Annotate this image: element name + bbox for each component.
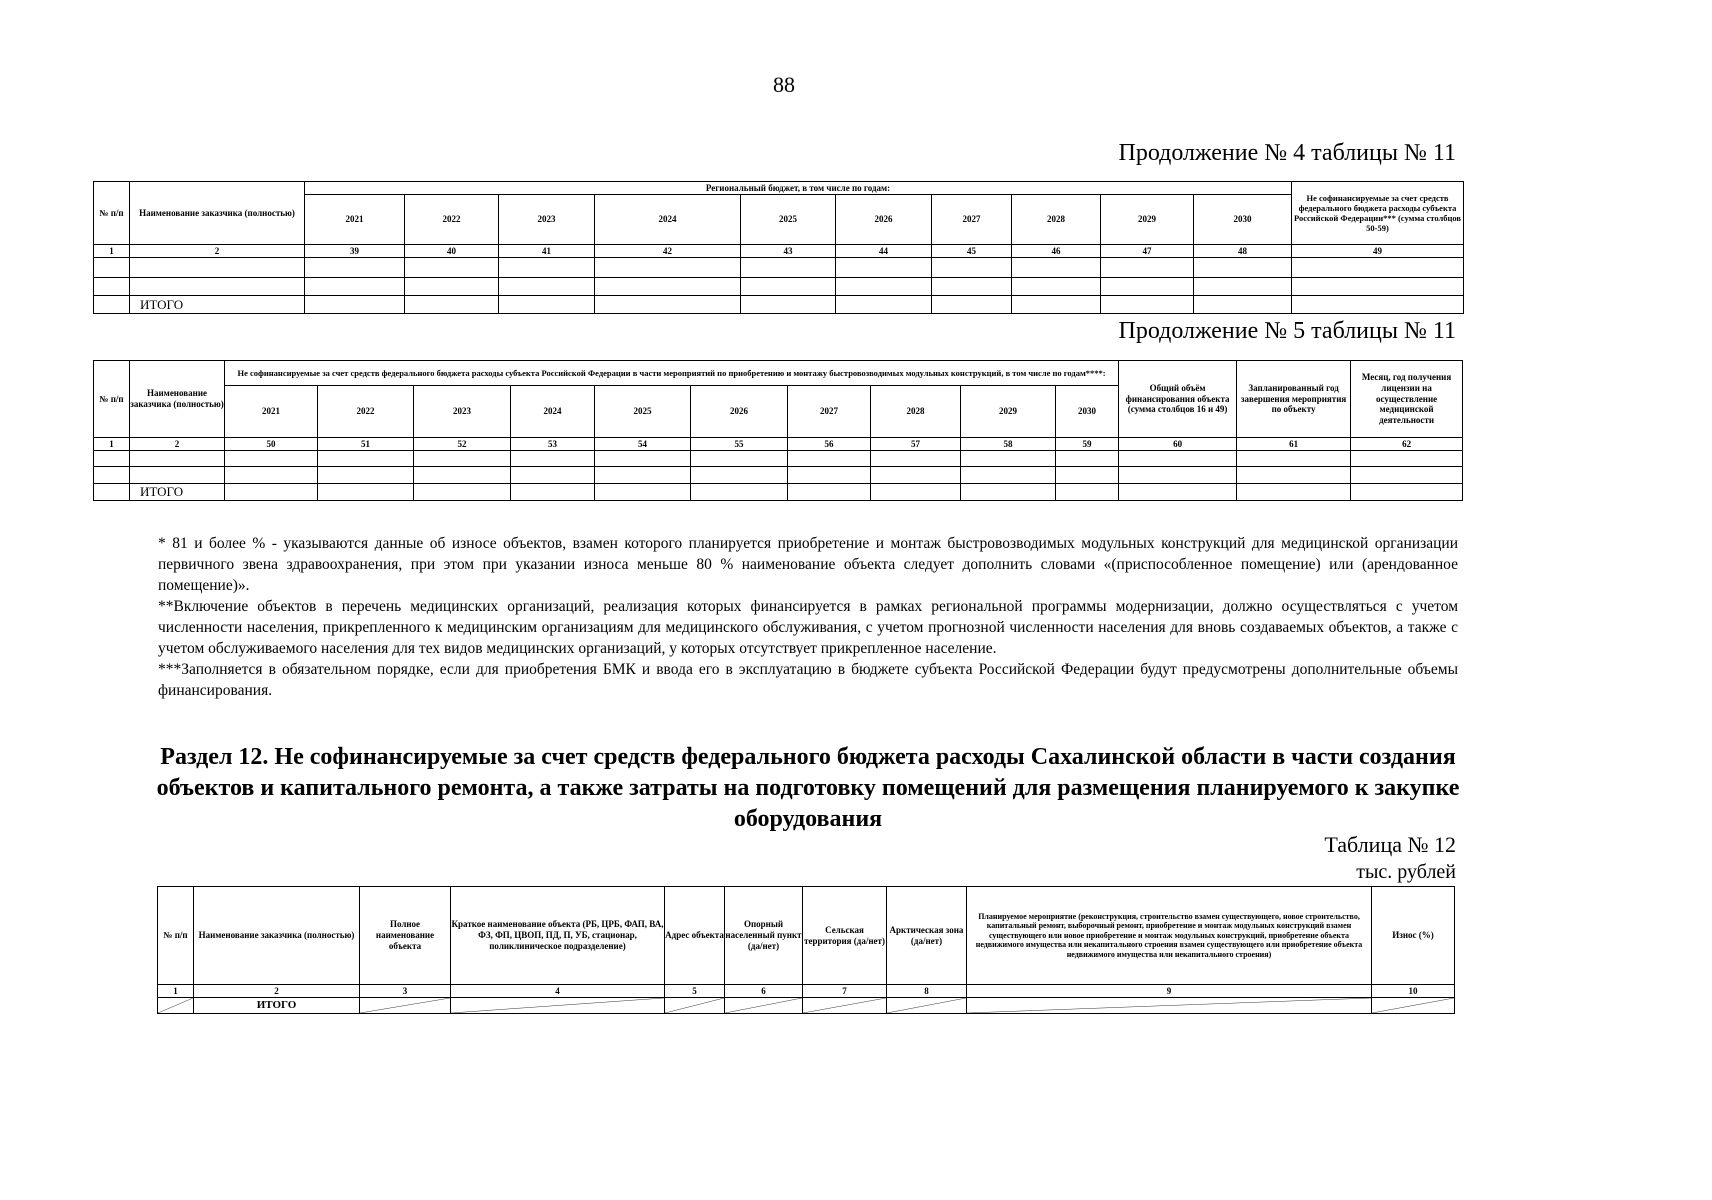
column-index: 50 bbox=[225, 438, 318, 451]
column-index: 49 bbox=[1292, 245, 1464, 258]
column-index: 3 bbox=[360, 985, 451, 998]
col-header-license-date: Месяц, год получения лицензии на осуществление медицинской деятельности bbox=[1351, 361, 1463, 438]
col-header-year: 2024 bbox=[511, 386, 595, 438]
column-index: 39 bbox=[305, 245, 405, 258]
col-header-regional-budget: Региональный бюджет, в том числе по годам: bbox=[305, 182, 1292, 195]
total-row bbox=[94, 296, 1464, 314]
column-index: 58 bbox=[961, 438, 1056, 451]
column-index: 54 bbox=[595, 438, 691, 451]
col-header-short-object-name: Краткое наименование объекта (РБ, ЦРБ, ФАП, ВА, ФЗ, ФП, ЦВОП, ПД, П, УБ, стационар, поликлиническое подразделение) bbox=[451, 887, 665, 985]
column-index: 51 bbox=[318, 438, 414, 451]
col-header-year: 2030 bbox=[1194, 195, 1292, 245]
col-header-year: 2028 bbox=[871, 386, 961, 438]
col-header-object-address: Адрес объекта bbox=[665, 887, 725, 985]
col-header-full-object-name: Полное наименование объекта bbox=[360, 887, 451, 985]
strikethrough-cell bbox=[158, 998, 194, 1014]
strikethrough-cell bbox=[665, 998, 725, 1014]
table-row bbox=[94, 467, 1463, 484]
strikethrough-cell bbox=[887, 998, 967, 1014]
col-header-year: 2026 bbox=[691, 386, 788, 438]
strikethrough-cell bbox=[451, 998, 665, 1014]
table-continuation-5-heading: Продолжение № 5 таблицы № 11 bbox=[1118, 318, 1456, 344]
column-index: 2 bbox=[194, 985, 360, 998]
column-index: 7 bbox=[803, 985, 887, 998]
column-index: 6 bbox=[725, 985, 803, 998]
table-row bbox=[94, 451, 1463, 467]
total-label: ИТОГО bbox=[194, 998, 360, 1014]
col-header-num: № п/п bbox=[158, 887, 194, 985]
col-header-year: 2025 bbox=[741, 195, 836, 245]
col-header-planned-completion-year: Запланированный год завершения мероприятия по объекту bbox=[1237, 361, 1351, 438]
col-header-year: 2029 bbox=[1101, 195, 1194, 245]
col-header-planned-measure: Планируемое мероприятие (реконструкция, строительство взамен существующего, новое строительство, капитальный ремонт, выборочный ремонт, приобретение и монтаж модульных конструкций взамен существующего или новое приобретение и монтаж модульных конструкций, приобретение объекта недвижимого имущества или некапитального строения взамен существующего или приобретение объекта недвижимого имущества или некапитального строения) bbox=[967, 887, 1372, 985]
strikethrough-cell bbox=[725, 998, 803, 1014]
col-header-customer: Наименование заказчика (полностью) bbox=[130, 182, 305, 245]
column-index: 48 bbox=[1194, 245, 1292, 258]
table-12-label: Таблица № 12 bbox=[1324, 832, 1456, 857]
total-label: ИТОГО bbox=[130, 484, 225, 501]
column-index: 40 bbox=[405, 245, 499, 258]
total-row bbox=[94, 484, 1463, 501]
column-index: 59 bbox=[1056, 438, 1119, 451]
column-index: 53 bbox=[511, 438, 595, 451]
col-header-year: 2024 bbox=[595, 195, 741, 245]
column-index: 8 bbox=[887, 985, 967, 998]
col-header-rural-territory: Сельская территория (да/нет) bbox=[803, 887, 887, 985]
table-continuation-4-heading: Продолжение № 4 таблицы № 11 bbox=[1118, 140, 1456, 166]
footnote-1: * 81 и более % - указываются данные об износе объектов, взамен которого планируется приобретение и монтаж быстровозводимых модульных конструкций для медицинской организации первичного звена здравоохранения, при этом при указании износа меньше 80 % наименование объекта следует дополнить словами «(приспособленное помещение) или (арендованное помещение)». bbox=[158, 535, 1458, 594]
col-header-year: 2029 bbox=[961, 386, 1056, 438]
column-index: 41 bbox=[499, 245, 595, 258]
column-index: 2 bbox=[130, 438, 225, 451]
footnotes bbox=[158, 533, 1458, 701]
col-header-arctic-zone: Арктическая зона (да/нет) bbox=[887, 887, 967, 985]
col-header-year: 2027 bbox=[788, 386, 871, 438]
column-index-row bbox=[94, 438, 1463, 451]
column-index: 1 bbox=[94, 438, 130, 451]
col-header-year: 2021 bbox=[305, 195, 405, 245]
col-header-year: 2022 bbox=[405, 195, 499, 245]
column-index: 1 bbox=[158, 985, 194, 998]
column-index: 2 bbox=[130, 245, 305, 258]
column-index-row bbox=[158, 985, 1455, 998]
col-header-not-cofinanced: Не софинансируемые за счет средств федерального бюджета расходы субъекта Российской Федерации*** (сумма столбцов 50-59) bbox=[1292, 182, 1464, 245]
page-number: 88 bbox=[773, 72, 795, 97]
strikethrough-cell bbox=[1372, 998, 1455, 1014]
col-header-year: 2030 bbox=[1056, 386, 1119, 438]
table-11-continuation-4 bbox=[93, 181, 1464, 314]
table-row bbox=[94, 258, 1464, 278]
col-header-total-financing: Общий объём финансирования объекта (сумма столбцов 16 и 49) bbox=[1119, 361, 1237, 438]
table-row bbox=[94, 278, 1464, 296]
col-header-year: 2026 bbox=[836, 195, 932, 245]
column-index: 56 bbox=[788, 438, 871, 451]
column-index: 5 bbox=[665, 985, 725, 998]
column-index-row bbox=[94, 245, 1464, 258]
column-index: 52 bbox=[414, 438, 511, 451]
column-index: 55 bbox=[691, 438, 788, 451]
strikethrough-cell bbox=[967, 998, 1372, 1014]
total-label: ИТОГО bbox=[130, 296, 305, 314]
column-index: 10 bbox=[1372, 985, 1455, 998]
column-index: 62 bbox=[1351, 438, 1463, 451]
footnote-3: ***Заполняется в обязательном порядке, если для приобретения БМК и ввода его в эксплуатацию в бюджете субъекта Российской Федерации будут предусмотрены дополнительные объемы финансирования. bbox=[158, 661, 1458, 699]
strikethrough-cell bbox=[360, 998, 451, 1014]
column-index: 46 bbox=[1012, 245, 1101, 258]
column-index: 42 bbox=[595, 245, 741, 258]
units-label: тыс. рублей bbox=[1356, 861, 1456, 883]
column-index: 1 bbox=[94, 245, 130, 258]
column-index: 60 bbox=[1119, 438, 1237, 451]
col-header-year: 2022 bbox=[318, 386, 414, 438]
footnote-2: **Включение объектов в перечень медицинских организаций, реализация которых финансируется в рамках региональной программы модернизации, должно осуществляться с учетом численности населения, прикрепленного к медицинским организациям для медицинского обслуживания, с учетом прогнозной численности населения для вновь создаваемых объектов, а также с учетом обслуживаемого населения для тех видов медицинских организаций, у которых отсутствует прикрепленное население. bbox=[158, 598, 1458, 657]
total-row bbox=[158, 998, 1455, 1014]
column-index: 47 bbox=[1101, 245, 1194, 258]
col-header-base-settlement: Опорный населенный пункт (да/нет) bbox=[725, 887, 803, 985]
col-header-year: 2023 bbox=[414, 386, 511, 438]
strikethrough-cell bbox=[803, 998, 887, 1014]
col-header-num: № п/п bbox=[94, 182, 130, 245]
col-header-customer: Наименование заказчика (полностью) bbox=[194, 887, 360, 985]
column-index: 9 bbox=[967, 985, 1372, 998]
col-header-year: 2028 bbox=[1012, 195, 1101, 245]
col-header-customer: Наименование заказчика (полностью) bbox=[130, 361, 225, 438]
col-header-not-cofinanced-modular: Не софинансируемые за счет средств федерального бюджета расходы субъекта Российской Федерации в части мероприятий по приобретению и монтажу быстровозводимых модульных конструкций, в том числе по годам****: bbox=[225, 361, 1119, 386]
col-header-year: 2027 bbox=[932, 195, 1012, 245]
column-index: 43 bbox=[741, 245, 836, 258]
col-header-year: 2023 bbox=[499, 195, 595, 245]
column-index: 44 bbox=[836, 245, 932, 258]
column-index: 57 bbox=[871, 438, 961, 451]
column-index: 45 bbox=[932, 245, 1012, 258]
column-index: 61 bbox=[1237, 438, 1351, 451]
section-12-title: Раздел 12. Не софинансируемые за счет средств федерального бюджета расходы Сахалинской области в части создания объектов и капитального ремонта, а также затраты на подготовку помещений для размещения планируемого к закупке оборудования bbox=[156, 744, 1460, 832]
table-11-continuation-5 bbox=[93, 360, 1463, 501]
col-header-num: № п/п bbox=[94, 361, 130, 438]
table-12 bbox=[157, 886, 1455, 1014]
column-index: 4 bbox=[451, 985, 665, 998]
col-header-year: 2021 bbox=[225, 386, 318, 438]
col-header-wear: Износ (%) bbox=[1372, 887, 1455, 985]
col-header-year: 2025 bbox=[595, 386, 691, 438]
